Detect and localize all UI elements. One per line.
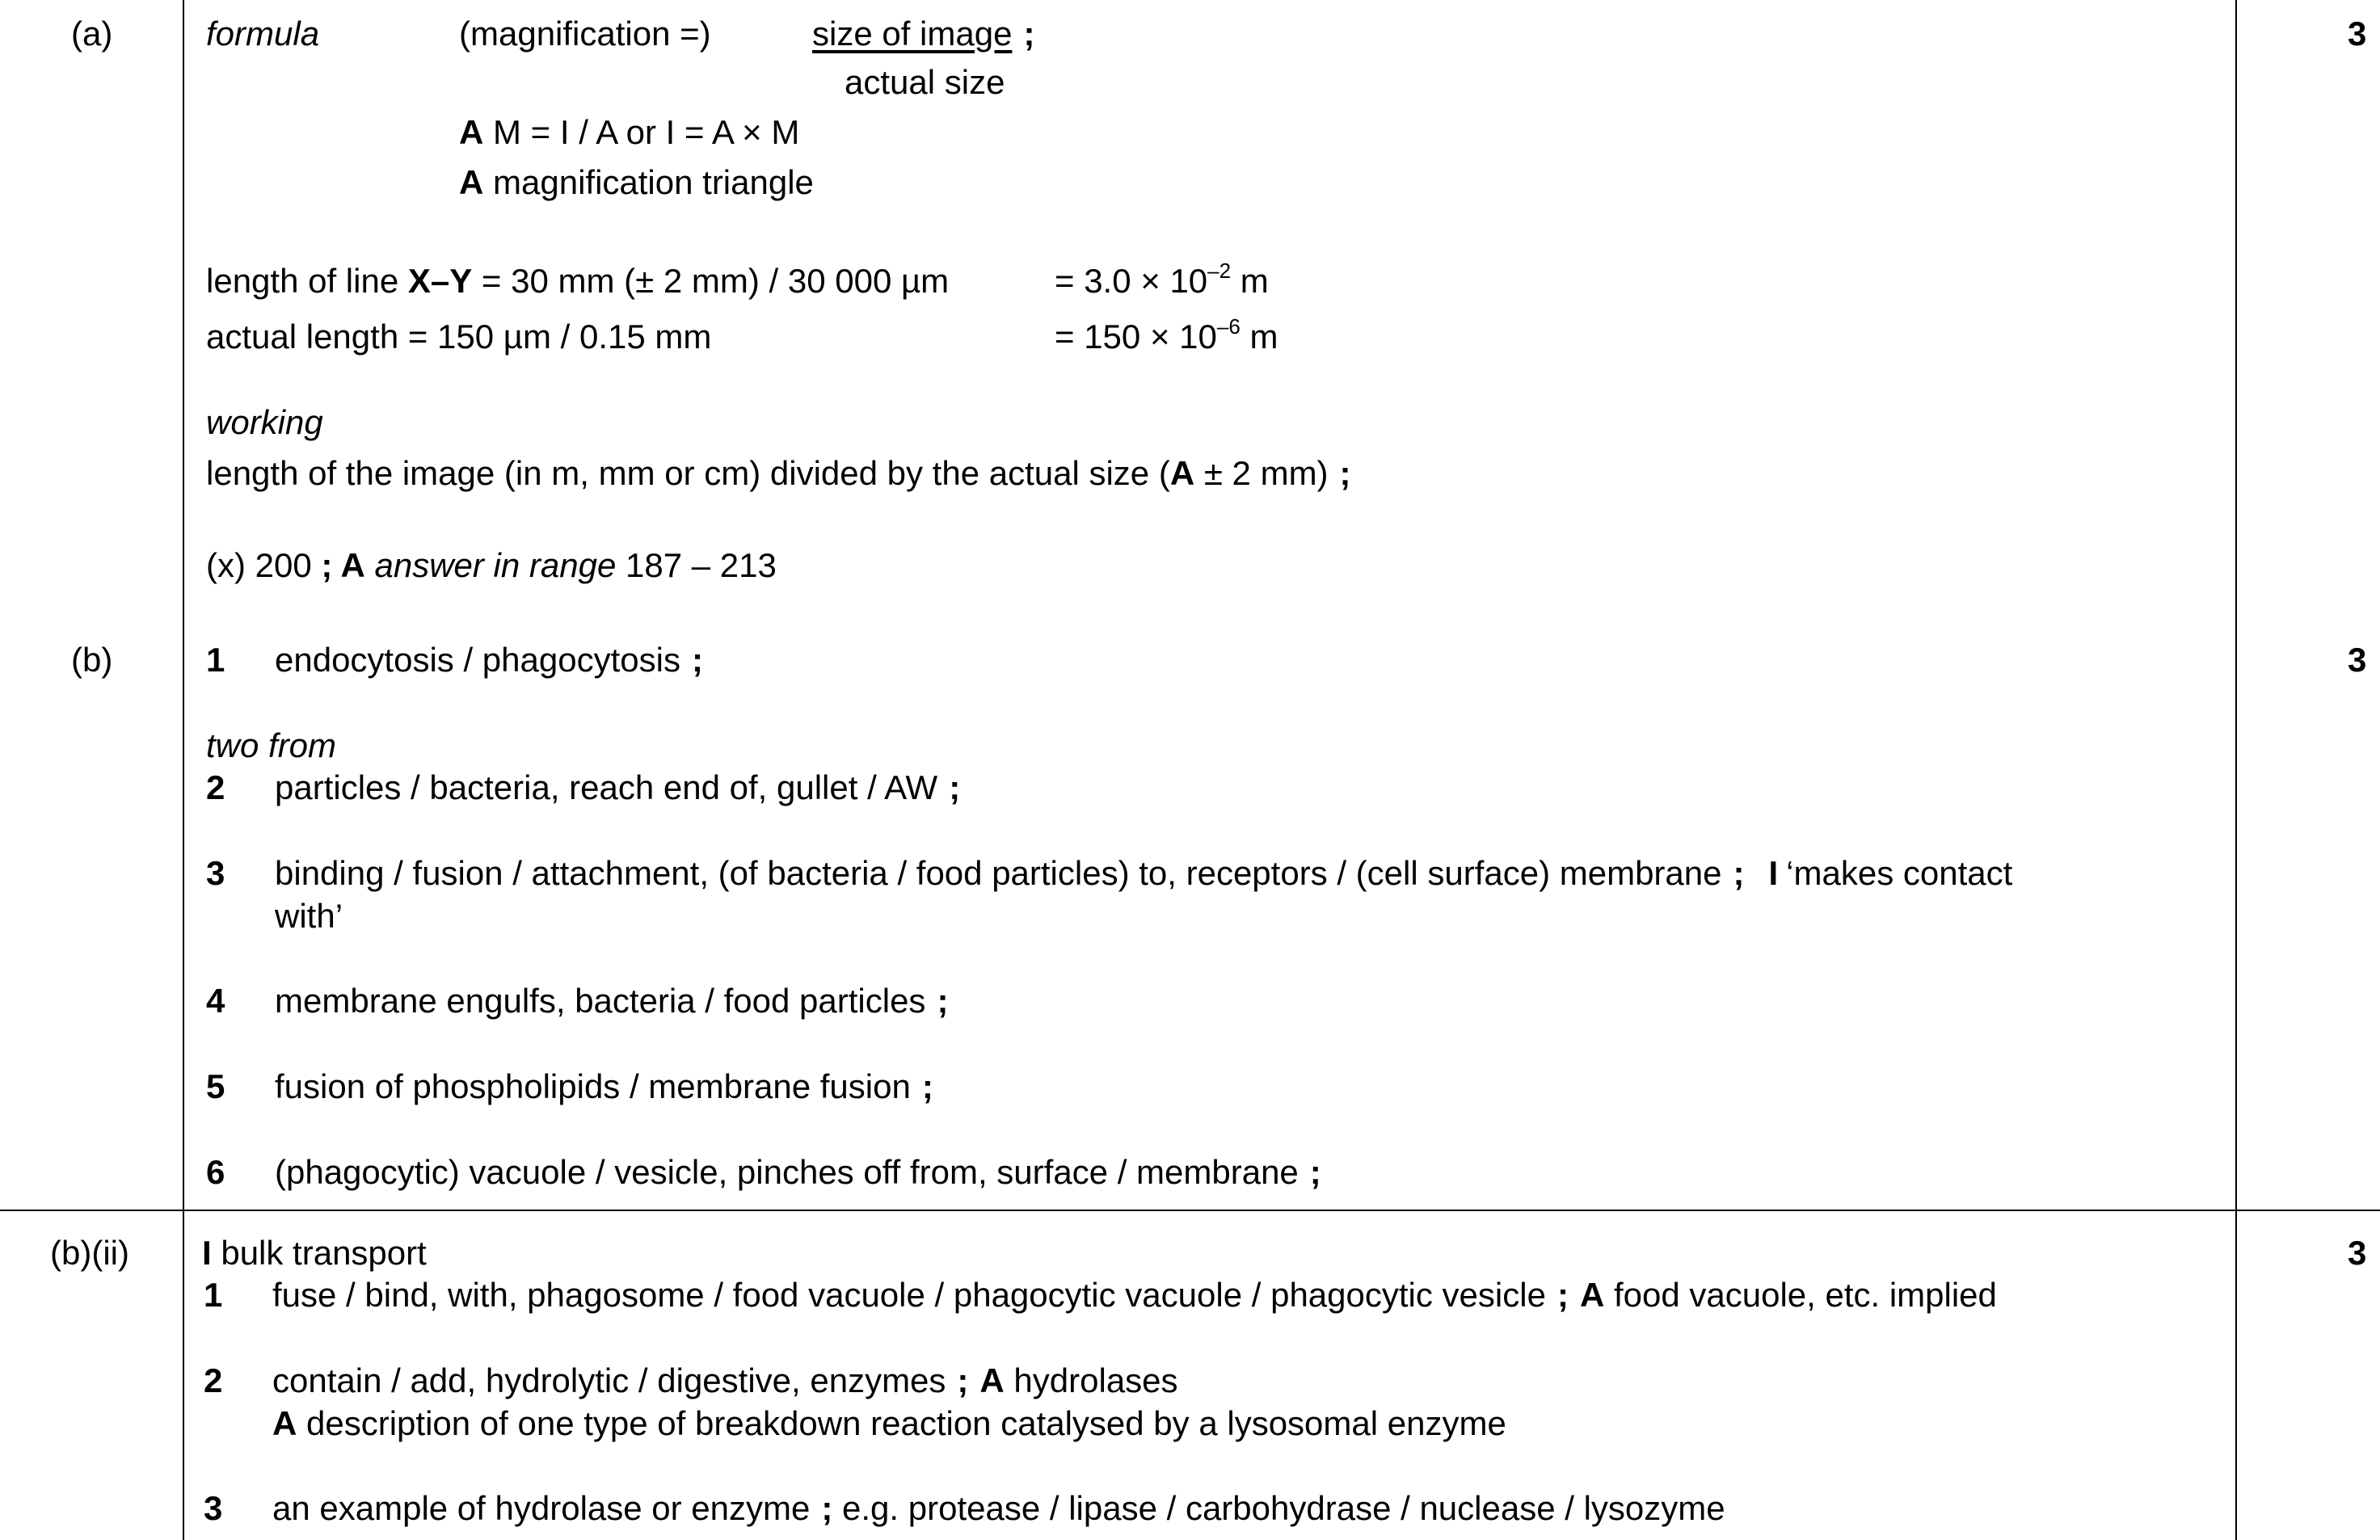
point-semicolon: ; xyxy=(921,1067,933,1105)
formula-label: formula xyxy=(206,15,320,53)
point-text xyxy=(275,856,2012,890)
point-semicolon: ; xyxy=(821,1489,833,1527)
accept-marker: A xyxy=(1169,454,1195,492)
point-semicolon: ; xyxy=(1309,1153,1321,1191)
formula-alternative-2 xyxy=(459,163,814,201)
formula-alternative-1-text: M = I / A or I = A × M xyxy=(493,113,800,151)
point-number: 3 xyxy=(206,854,225,892)
answer-range-label: answer in range xyxy=(364,546,617,584)
answer-range: 187 – 213 xyxy=(616,546,777,584)
point-2-accept-text: hydrolases xyxy=(1004,1361,1178,1399)
point-semicolon: ; xyxy=(691,641,703,679)
point-number: 6 xyxy=(206,1153,225,1191)
working-text xyxy=(206,454,1351,492)
part-bii-marks: 3 xyxy=(2348,1234,2367,1272)
point-number: 3 xyxy=(204,1489,223,1527)
point-5-text: fusion of phospholipids / membrane fusion xyxy=(275,1067,911,1105)
point-text xyxy=(272,1489,1725,1527)
point-number: 2 xyxy=(204,1361,223,1399)
part-b-label: (b) xyxy=(71,641,113,679)
point-number: 5 xyxy=(206,1067,225,1105)
point-number: 4 xyxy=(206,982,225,1020)
point-3-ignore-text: ‘makes contact xyxy=(1786,854,2013,892)
line-xy-value xyxy=(1055,259,1269,300)
point-semicolon: ; xyxy=(937,982,949,1020)
point-3-text: binding / fusion / attachment, (of bacteria / food particles) to, receptors / (cell surface) membrane xyxy=(275,854,1722,892)
working-pre: length of the image (in m, mm or cm) divided by the actual size ( xyxy=(206,454,1170,492)
formula-numerator-text: size of image xyxy=(812,15,1013,53)
point-semicolon: ; xyxy=(1733,854,1745,892)
formula-alternative-2-text: magnification triangle xyxy=(493,163,814,201)
working-label: working xyxy=(206,403,323,441)
formula-numerator xyxy=(812,17,1034,51)
part-a-marks: 3 xyxy=(2348,15,2367,53)
point-2-text: contain / add, hydrolytic / digestive, enzymes xyxy=(272,1361,946,1399)
part-a-label: (a) xyxy=(71,15,113,53)
point-number: 2 xyxy=(206,768,225,806)
working-post: ± 2 mm) xyxy=(1194,454,1329,492)
ignore-line xyxy=(202,1236,427,1270)
line-xy-length xyxy=(206,264,949,298)
row-divider xyxy=(0,1210,2380,1211)
point-text xyxy=(272,1361,1178,1399)
accept-marker: A xyxy=(332,546,365,584)
accept-marker: A xyxy=(459,163,484,201)
point-4-text: membrane engulfs, bacteria / food particles xyxy=(275,982,926,1020)
point-6-text: (phagocytic) vacuole / vesicle, pinches off from, surface / membrane xyxy=(275,1153,1299,1191)
point-1-text: fuse / bind, with, phagosome / food vacuole / phagocytic vacuole / phagocytic vesicle xyxy=(272,1276,1546,1314)
actual-length: actual length = 150 µm / 0.15 mm xyxy=(206,318,712,356)
point-3-continuation: with’ xyxy=(275,897,343,935)
point-2-text: particles / bacteria, reach end of, gullet / AW xyxy=(275,768,938,806)
point-number: 1 xyxy=(204,1276,223,1314)
ignore-marker: I xyxy=(202,1234,212,1272)
point-text xyxy=(275,643,703,677)
point-semicolon: ; xyxy=(957,1361,969,1399)
line-xy-label: X–Y xyxy=(407,262,473,300)
line-xy-post: = 30 mm (± 2 mm) / 30 000 µm xyxy=(472,262,950,300)
line-xy-value-pre: = 3.0 × 10 xyxy=(1055,262,1208,300)
point-text xyxy=(275,1067,933,1105)
point-number: 1 xyxy=(206,641,225,679)
formula-lhs: (magnification =) xyxy=(459,15,711,53)
actual-length-exponent: –6 xyxy=(1216,314,1241,339)
formula-alternative-1 xyxy=(459,113,800,151)
point-text xyxy=(275,1155,1321,1189)
line-xy-pre: length of line xyxy=(206,262,408,300)
point-semicolon: ; xyxy=(949,768,961,806)
answer-line xyxy=(206,546,777,584)
point-3-example-text: e.g. protease / lipase / carbohydrase / nuclease / lysozyme xyxy=(832,1489,1725,1527)
actual-length-value-pre: = 150 × 10 xyxy=(1055,318,1217,356)
point-3-text: an example of hydrolase or enzyme xyxy=(272,1489,811,1527)
formula-semicolon: ; xyxy=(1023,15,1035,53)
accept-marker: A xyxy=(459,113,484,151)
ignore-marker: I xyxy=(1768,854,1779,892)
formula-denominator: actual size xyxy=(845,63,1005,101)
point-1-accept-text: food vacuole, etc. implied xyxy=(1604,1276,1997,1314)
ignore-text: bulk transport xyxy=(211,1234,427,1272)
point-semicolon: ; xyxy=(1556,1276,1569,1314)
point-2-continuation-text: description of one type of breakdown reaction catalysed by a lysosomal enzyme xyxy=(297,1404,1506,1442)
point-text xyxy=(275,768,961,806)
working-semicolon: ; xyxy=(1339,454,1351,492)
point-1-text: endocytosis / phagocytosis xyxy=(275,641,680,679)
actual-length-unit: m xyxy=(1240,318,1278,356)
accept-marker: A xyxy=(979,1361,1005,1399)
line-xy-unit: m xyxy=(1231,262,1269,300)
column-divider-marks xyxy=(2235,0,2237,1540)
line-xy-exponent: –2 xyxy=(1207,259,1232,283)
point-text xyxy=(272,1278,1997,1312)
point-2-continuation xyxy=(272,1404,1506,1442)
two-from-label: two from xyxy=(206,726,337,764)
point-text xyxy=(275,984,948,1018)
accept-marker: A xyxy=(1579,1276,1605,1314)
accept-marker: A xyxy=(272,1404,297,1442)
part-bii-label: (b)(ii) xyxy=(50,1234,129,1272)
answer-value: (x) 200 xyxy=(206,546,312,584)
column-divider-label xyxy=(183,0,184,1540)
part-b-marks: 3 xyxy=(2348,641,2367,679)
answer-semicolon: ; xyxy=(311,546,333,584)
actual-length-value xyxy=(1055,314,1278,356)
